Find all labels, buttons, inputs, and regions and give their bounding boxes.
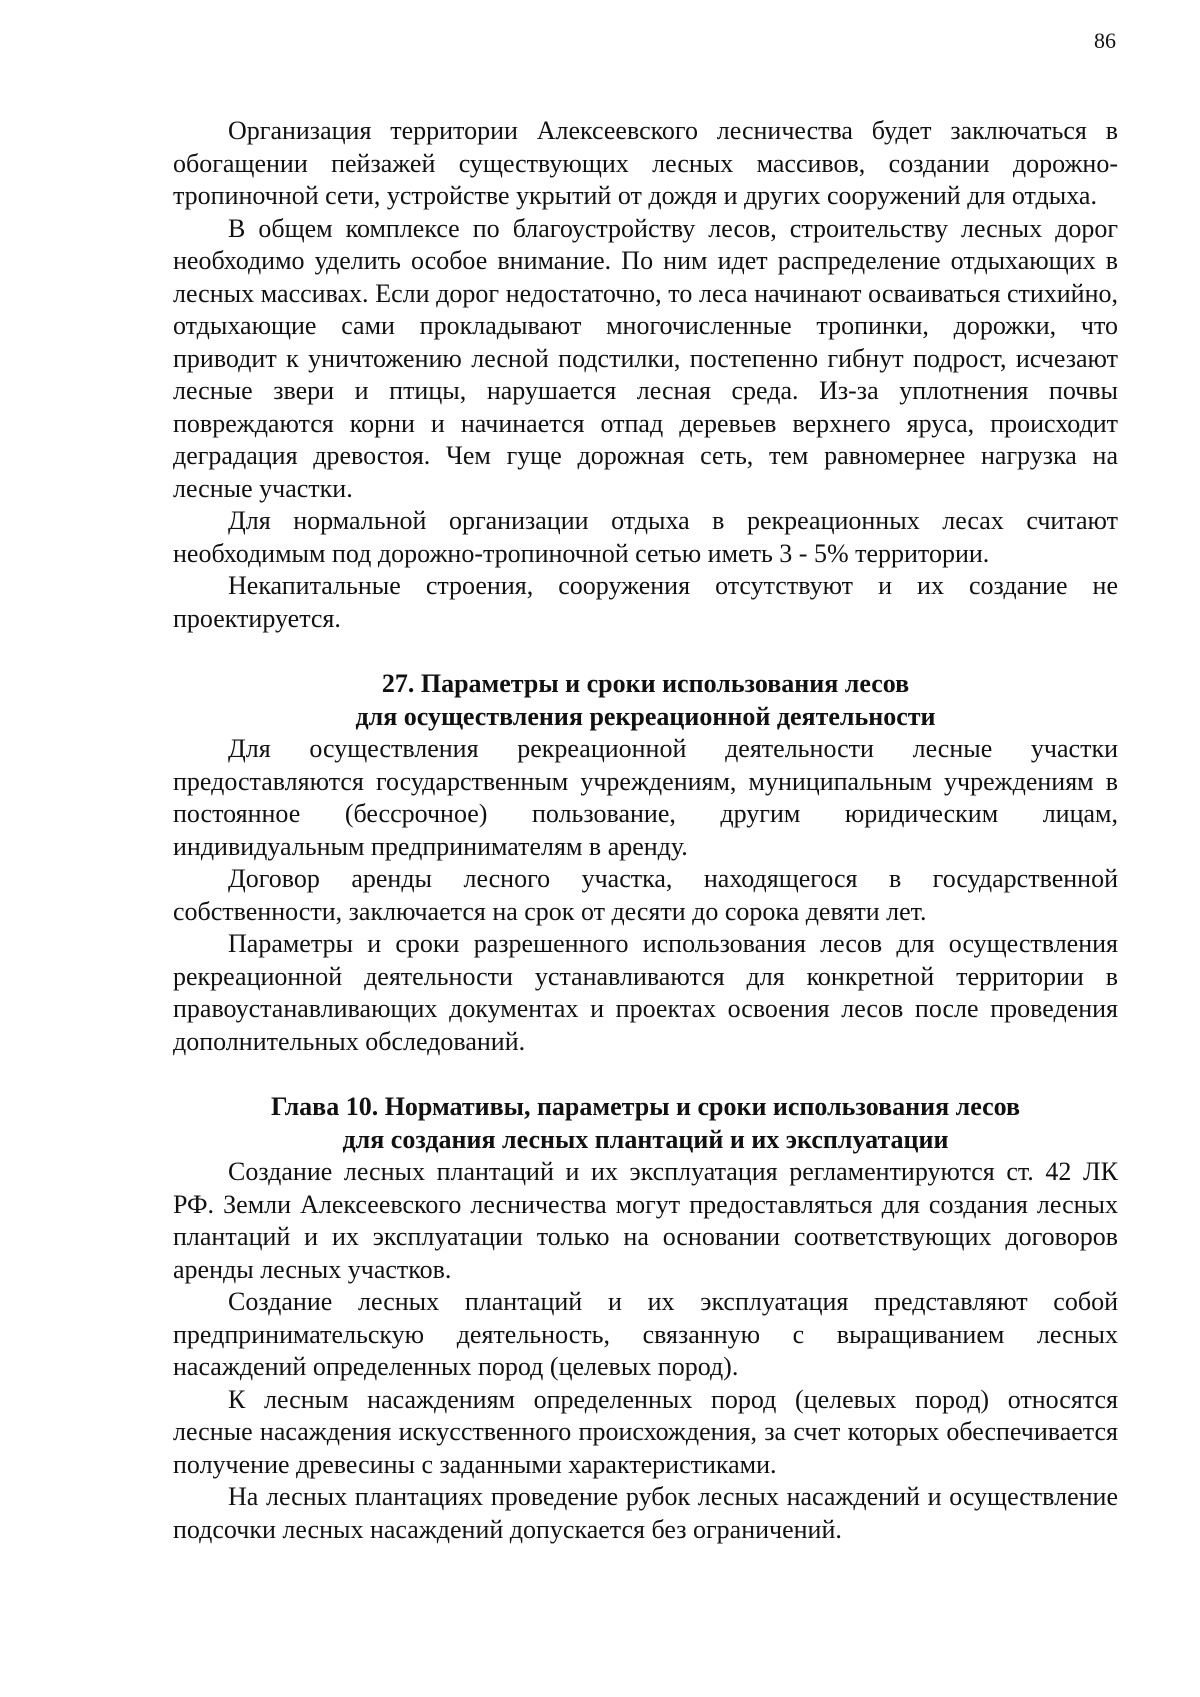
intro-section (173, 115, 1118, 635)
paragraph: В общем комплексе по благоустройству лесов, строительству лесных дорог необходимо уделить особое внимание. По ним идет распределение отдыхающих в лесных массивах. Если дорог недостаточно, то леса начинают осваиваться стихийно, отдыхающие сами прокладывают многочисленные тропинки, дорожки, что приводит к уничтожению лесной подстилки, постепенно гибнут подрост, исчезают лесные звери и птицы, нарушается лесная среда. Из-за уплотнения почвы повреждаются корни и начинается отпад деревьев верхнего яруса, происходит деградация древостоя. Чем гуще дорожная сеть, тем равномернее нагрузка на лесные участки. (173, 213, 1118, 503)
section-heading-line: для осуществления рекреационной деятельности (355, 701, 936, 731)
page-number: 86 (1094, 28, 1116, 53)
chapter-heading-line: для создания лесных плантаций и их эксплуатации (342, 1124, 949, 1154)
paragraph: Создание лесных плантаций и их эксплуатация представляют собой предпринимательскую деятельность, связанную с выращиванием лесных насаждений определенных пород (целевых пород). (173, 1287, 1118, 1381)
paragraph: Организация территории Алексеевского лесничества будет заключаться в обогащении пейзажей существующих лесных массивов, создании дорожно-тропиночной сети, устройстве укрытий от дождя и других сооружений для отдыха. (173, 116, 1118, 210)
chapter-10 (173, 1091, 1118, 1546)
paragraph: К лесным насаждениям определенных пород (целевых пород) относятся лесные насаждения искусственного происхождения, за счет которых обеспечивается получение древесины с заданными характеристиками. (173, 1384, 1118, 1479)
paragraph: Договор аренды лесного участка, находящегося в государственной собственности, заключается на срок от десяти до сорока девяти лет. (173, 864, 1118, 926)
paragraph: Для осуществления рекреационной деятельности лесные участки предоставляются государственным учреждениям, муниципальным учреждениям в постоянное (бессрочное) пользование, другим юридическим лицам, индивидуальным предпринимателям в аренду. (173, 734, 1118, 861)
section-heading-line: 27. Параметры и сроки использования лесов (381, 669, 910, 698)
paragraph: Создание лесных плантаций и их эксплуатация регламентируются ст. 42 ЛК РФ. Земли Алексеевского лесничества могут предоставляться для создания лесных плантаций и их эксплуатации только на основании соответствующих договоров аренды лесных участков. (173, 1157, 1118, 1284)
section-27 (173, 668, 1118, 1058)
document-body (173, 115, 1118, 1546)
paragraph: Для нормальной организации отдыха в рекреационных лесах считают необходимым под дорожно-тропиночной сетью иметь 3 - 5% территории. (173, 506, 1118, 568)
chapter-heading (173, 1091, 1118, 1156)
paragraph: Параметры и сроки разрешенного использования лесов для осуществления рекреационной деятельности устанавливаются для конкретной территории в правоустанавливающих документах и проектах освоения лесов после проведения дополнительных обследований. (173, 929, 1118, 1056)
paragraph: Некапитальные строения, сооружения отсутствуют и их создание не проектируется. (173, 571, 1118, 633)
chapter-heading-line: Глава 10. Нормативы, параметры и сроки использования лесов (270, 1092, 1021, 1121)
section-heading (173, 668, 1118, 733)
paragraph: На лесных плантациях проведение рубок лесных насаждений и осуществление подсочки лесных насаждений допускается без ограничений. (173, 1482, 1118, 1544)
